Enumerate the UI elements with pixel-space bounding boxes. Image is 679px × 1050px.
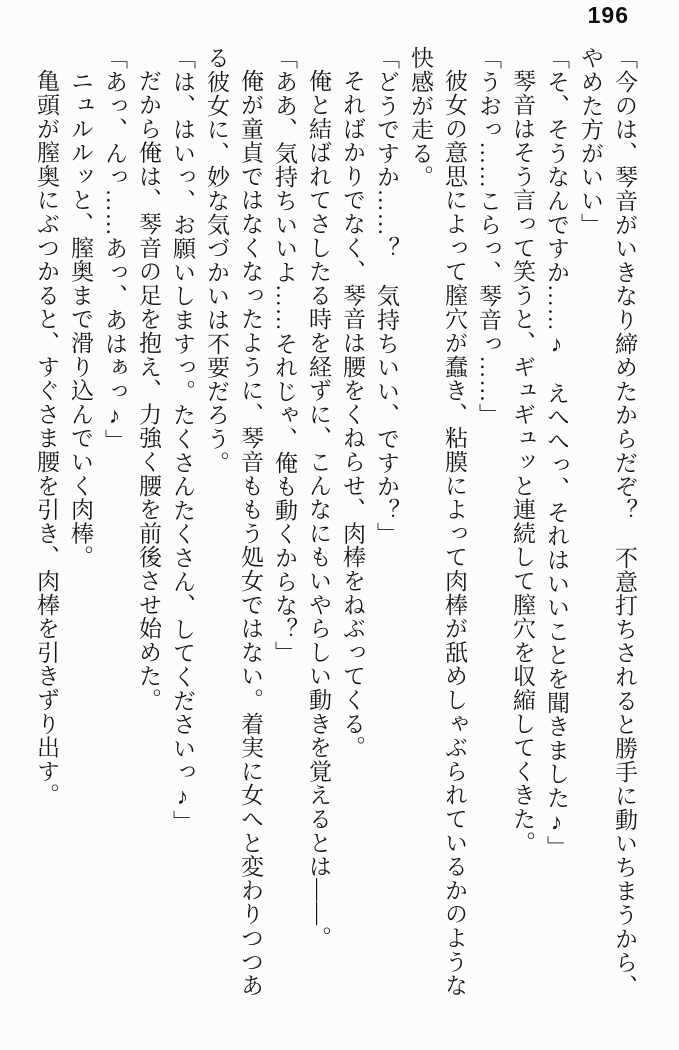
paragraph: 「は、はいっ、お願いしますっ。たくさんたくさん、してくださいっ♪」 bbox=[170, 46, 195, 834]
paragraph: 俺が童貞ではなくなったように、琴音ももう処女ではない。着実に女へと変わりつつある彼女に、妙な気づかいは不要だろう。 bbox=[204, 46, 263, 998]
text-block bbox=[29, 46, 641, 1002]
paragraph: 俺と結ばれてさしたる時を経ずに、こんなにもいやらしい動きを覚えるとは――。 bbox=[306, 69, 331, 950]
paragraph: 「そ、そうなんですか……♪ えへへっ、それはいいことを聞きました♪」 bbox=[544, 46, 569, 860]
paragraph: そればかりでなく、琴音は腰をくねらせ、肉棒をねぶってくる。 bbox=[340, 69, 365, 760]
paragraph: 「どうですか……？ 気持ちいい、ですか？」 bbox=[374, 46, 399, 546]
paragraph: ニュルルッと、膣奥まで滑り込んでいく肉棒。 bbox=[68, 69, 93, 569]
paragraph: 「今のは、琴音がいきなり締めたからだぞ？ 不意打ちされると勝手に動いちまうから、やめた方がいい」 bbox=[578, 46, 637, 998]
paragraph: 「あっ、んっ……あっ、あはぁっ♪」 bbox=[102, 46, 127, 453]
page-number: 196 bbox=[587, 2, 629, 28]
paragraph: 「うおっ……こらっ、琴音っ……」 bbox=[476, 46, 501, 427]
paragraph: 亀頭が膣奥にぶつかると、すぐさま腰を引き、肉棒を引きずり出す。 bbox=[34, 69, 59, 807]
paragraph: 彼女の意思によって膣穴が蠢き、粘膜によって肉棒が舐めしゃぶられているかのような快感が走る。 bbox=[408, 46, 467, 998]
paragraph: 琴音はそう言って笑うと、ギュギュッと連続して膣穴を収縮してくきた。 bbox=[510, 69, 535, 855]
paragraph: 「ああ、気持ちいいよ……それじゃ、俺も動くからな？」 bbox=[272, 46, 297, 665]
paragraph: だから俺は、琴音の足を抱え、力強く腰を前後させ始めた。 bbox=[136, 69, 161, 712]
